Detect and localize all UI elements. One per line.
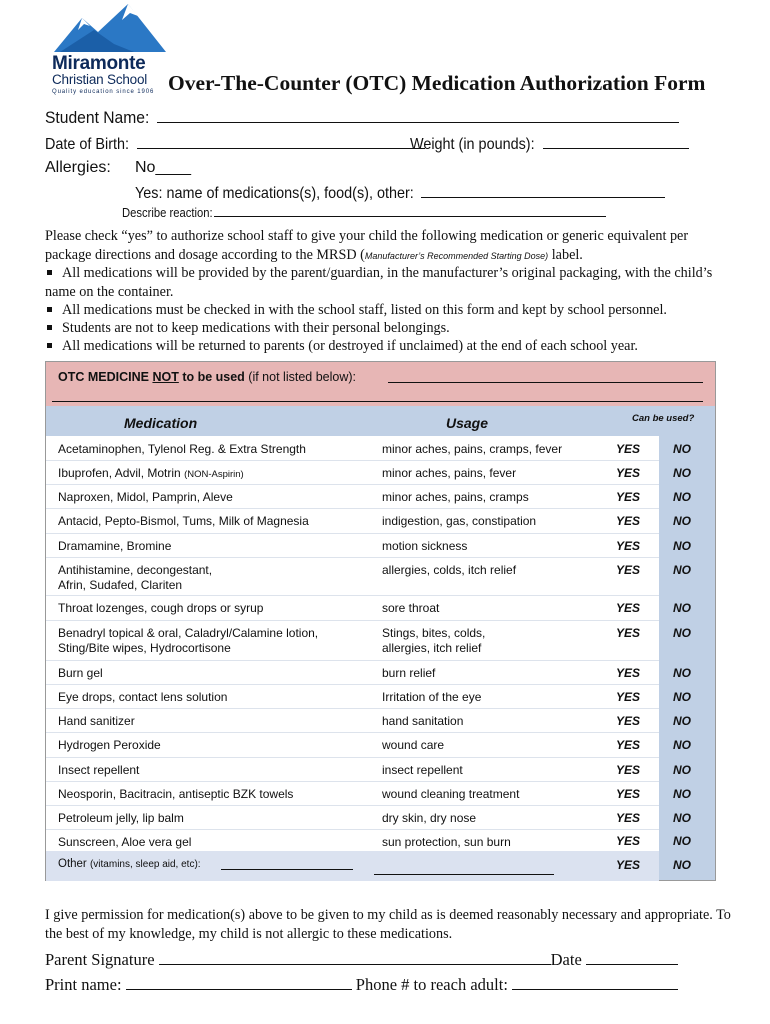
no-option[interactable]: NO bbox=[673, 811, 691, 825]
row-medication-line2: Sting/Bite wipes, Hydrocortisone bbox=[58, 641, 231, 655]
row-medication: Acetaminophen, Tylenol Reg. & Extra Strength bbox=[58, 442, 306, 456]
table-row bbox=[46, 595, 659, 621]
phone-label: Phone # to reach adult: bbox=[355, 975, 508, 994]
row-medication bbox=[58, 466, 368, 482]
table-row bbox=[46, 484, 659, 509]
bullet-item bbox=[45, 337, 735, 356]
intro-paragraph bbox=[45, 227, 735, 265]
weight-label: Weight (in pounds): bbox=[410, 136, 535, 153]
table-row bbox=[46, 708, 659, 733]
row-usage: allergies, colds, itch relief bbox=[382, 563, 517, 577]
otc-not-used-label bbox=[58, 370, 356, 384]
otc-blank-line-2[interactable] bbox=[52, 401, 703, 402]
allergies-yes-blank[interactable] bbox=[421, 183, 665, 198]
row-medication: Sunscreen, Aloe vera gel bbox=[58, 835, 192, 849]
table-row bbox=[46, 684, 659, 709]
student-name-label: Student Name: bbox=[45, 108, 150, 127]
bullet-item bbox=[45, 301, 735, 320]
yes-option[interactable]: YES bbox=[616, 626, 641, 640]
no-option[interactable]: NO bbox=[673, 834, 691, 848]
bullet-text: All medications must be checked in with the school staff, listed on this form and kept by school personnel. bbox=[62, 302, 667, 318]
bullet-icon bbox=[47, 325, 52, 330]
no-option[interactable]: NO bbox=[673, 466, 691, 480]
no-option[interactable]: NO bbox=[673, 539, 691, 553]
row-usage-line2: allergies, itch relief bbox=[382, 641, 482, 655]
allergies-yes-field[interactable] bbox=[135, 183, 665, 203]
table-row bbox=[46, 660, 659, 685]
table-row bbox=[46, 781, 659, 806]
row-medication: Hand sanitizer bbox=[58, 714, 135, 728]
reaction-label: Describe reaction: bbox=[122, 206, 213, 220]
otc-prefix: OTC MEDICINE bbox=[58, 370, 153, 384]
no-option[interactable]: NO bbox=[673, 626, 691, 640]
phone-blank[interactable] bbox=[512, 975, 678, 990]
row-medication: Burn gel bbox=[58, 666, 103, 680]
yes-option[interactable]: YES bbox=[616, 787, 641, 801]
bullet-icon bbox=[47, 343, 52, 348]
intro-end: label. bbox=[548, 246, 583, 263]
row-usage: minor aches, pains, cramps bbox=[382, 490, 529, 504]
row-medication: Dramamine, Bromine bbox=[58, 539, 172, 553]
other-label bbox=[58, 858, 201, 870]
logo-name: Miramonte bbox=[52, 53, 146, 74]
table-row bbox=[46, 829, 659, 852]
row-usage: minor aches, pains, fever bbox=[382, 466, 517, 480]
no-option[interactable]: NO bbox=[673, 690, 691, 704]
table-row bbox=[46, 508, 659, 534]
other-usage-blank[interactable] bbox=[374, 874, 554, 875]
row-medication: Insect repellent bbox=[58, 763, 140, 777]
no-option[interactable]: NO bbox=[673, 738, 691, 752]
otc-not-used-band[interactable] bbox=[46, 362, 715, 406]
row-medication: Neosporin, Bacitracin, antiseptic BZK towels bbox=[58, 787, 294, 801]
row-usage: insect repellent bbox=[382, 763, 463, 777]
bullet-text: Students are not to keep medications with their personal belongings. bbox=[62, 320, 450, 336]
table-row bbox=[46, 757, 659, 782]
bullet-icon bbox=[47, 270, 52, 275]
bullet-text: All medications will be provided by the parent/guardian, in the manufacturer’s original packaging, with the child’s name on the container. bbox=[45, 265, 713, 300]
reaction-field[interactable] bbox=[122, 205, 606, 220]
yes-option[interactable]: YES bbox=[616, 514, 641, 528]
row-usage: wound cleaning treatment bbox=[382, 787, 520, 801]
permission-statement: I give permission for medication(s) above to be given to my child as is deemed reasonably necessary and appropriate. To the best of my knowledge, my child is not allergic to these medications. bbox=[45, 907, 731, 942]
row-usage: motion sickness bbox=[382, 539, 468, 553]
row-usage: burn relief bbox=[382, 666, 436, 680]
other-text: Other bbox=[58, 858, 90, 870]
yes-option[interactable]: YES bbox=[616, 490, 641, 504]
allergies-no-option[interactable]: No____ bbox=[135, 159, 192, 176]
student-name-field[interactable] bbox=[45, 108, 679, 128]
row-usage-line1: Stings, bites, colds, bbox=[382, 626, 486, 640]
row-usage: sun protection, sun burn bbox=[382, 835, 511, 849]
other-row bbox=[46, 851, 659, 881]
header-medication: Medication bbox=[124, 415, 198, 431]
yes-option[interactable]: YES bbox=[616, 763, 641, 777]
no-option[interactable]: NO bbox=[673, 563, 691, 577]
yes-option[interactable]: YES bbox=[616, 442, 641, 456]
dob-blank[interactable] bbox=[137, 134, 425, 149]
table-row bbox=[46, 620, 659, 661]
table-row bbox=[46, 805, 659, 830]
no-option[interactable]: NO bbox=[673, 601, 691, 615]
logo-tagline: Quality education since 1906 bbox=[52, 89, 155, 95]
yes-option[interactable]: YES bbox=[616, 690, 641, 704]
row-medication-line1: Antihistamine, decongestant, bbox=[58, 563, 213, 577]
row-medication: Petroleum jelly, lip balm bbox=[58, 811, 184, 825]
mountain-logo-icon bbox=[54, 4, 170, 56]
print-name-blank[interactable] bbox=[126, 975, 352, 990]
yes-option[interactable]: YES bbox=[616, 714, 641, 728]
row-medication: Throat lozenges, cough drops or syrup bbox=[58, 601, 264, 615]
row-medication bbox=[58, 626, 368, 656]
no-option[interactable]: NO bbox=[673, 666, 691, 680]
row-medication: Antacid, Pepto-Bismol, Tums, Milk of Magnesia bbox=[58, 514, 309, 528]
weight-field[interactable] bbox=[410, 134, 689, 154]
no-option[interactable]: NO bbox=[673, 514, 691, 528]
no-option[interactable]: NO bbox=[673, 490, 691, 504]
other-note: (vitamins, sleep aid, etc): bbox=[89, 859, 201, 870]
header-can-be-used: Can be used? bbox=[632, 413, 695, 424]
table-row bbox=[46, 436, 659, 461]
mrsd-note: Manufacturer’s Recommended Starting Dose) bbox=[364, 250, 549, 261]
otc-not: NOT bbox=[152, 370, 179, 384]
intro-text: Please check “yes” to authorize school staff to give your child the following medication or generic equivalent per package directions and dosage according to the MRSD ( bbox=[45, 228, 689, 263]
row-medication: Hydrogen Peroxide bbox=[58, 738, 161, 752]
form-title: Over-The-Counter (OTC) Medication Authorization Form bbox=[168, 71, 706, 95]
bullet-icon bbox=[47, 307, 52, 312]
logo-school: Christian School bbox=[52, 72, 148, 87]
table-header bbox=[46, 406, 715, 436]
row-usage: hand sanitation bbox=[382, 714, 464, 728]
bullet-text: All medications will be returned to parents (or destroyed if unclaimed) at the end of each school year. bbox=[62, 338, 638, 354]
yes-option[interactable]: YES bbox=[616, 834, 641, 848]
yes-option[interactable]: YES bbox=[616, 601, 641, 615]
row-medication-note: (NON-Aspirin) bbox=[184, 469, 244, 480]
row-medication-text: Ibuprofen, Advil, Motrin bbox=[58, 466, 185, 480]
row-usage bbox=[382, 626, 612, 656]
allergies-yes-label: Yes: name of medications(s), food(s), other: bbox=[135, 185, 414, 202]
parent-signature-field[interactable] bbox=[45, 950, 678, 970]
table-row bbox=[46, 732, 659, 758]
dob-field[interactable] bbox=[45, 134, 425, 154]
parent-signature-label: Parent Signature bbox=[45, 950, 155, 969]
header-usage: Usage bbox=[446, 415, 489, 431]
no-option[interactable]: NO bbox=[673, 858, 691, 872]
print-name-field[interactable] bbox=[45, 975, 678, 995]
student-name-blank[interactable] bbox=[157, 108, 679, 123]
row-medication bbox=[58, 563, 368, 593]
row-medication-line2: Afrin, Sudafed, Clariten bbox=[58, 578, 183, 592]
no-option[interactable]: NO bbox=[673, 763, 691, 777]
table-row bbox=[46, 460, 659, 485]
school-logo bbox=[50, 4, 170, 100]
row-usage: minor aches, pains, cramps, fever bbox=[382, 442, 563, 456]
bullet-item bbox=[45, 319, 735, 338]
table-row bbox=[46, 557, 659, 596]
print-name-label: Print name: bbox=[45, 975, 122, 994]
row-usage: Irritation of the eye bbox=[382, 690, 482, 704]
other-medication-blank[interactable] bbox=[221, 869, 353, 870]
yes-option[interactable]: YES bbox=[616, 858, 641, 872]
bullet-item bbox=[45, 264, 735, 301]
yes-option[interactable]: YES bbox=[616, 811, 641, 825]
yes-option[interactable]: YES bbox=[616, 563, 641, 577]
yes-option[interactable]: YES bbox=[616, 738, 641, 752]
no-option[interactable]: NO bbox=[673, 787, 691, 801]
allergies-label: Allergies: bbox=[45, 159, 111, 176]
no-option[interactable]: NO bbox=[673, 442, 691, 456]
no-option[interactable]: NO bbox=[673, 714, 691, 728]
row-usage: dry skin, dry nose bbox=[382, 811, 477, 825]
row-usage: wound care bbox=[382, 738, 445, 752]
row-usage: indigestion, gas, constipation bbox=[382, 514, 537, 528]
dob-label: Date of Birth: bbox=[45, 136, 130, 153]
yes-option[interactable]: YES bbox=[616, 666, 641, 680]
parent-signature-blank[interactable] bbox=[159, 950, 551, 965]
weight-blank[interactable] bbox=[543, 134, 689, 149]
reaction-blank[interactable] bbox=[214, 205, 606, 217]
otc-blank-line-1[interactable] bbox=[388, 382, 703, 383]
yes-option[interactable]: YES bbox=[616, 539, 641, 553]
date-blank[interactable] bbox=[586, 950, 678, 965]
yes-option[interactable]: YES bbox=[616, 466, 641, 480]
table-row bbox=[46, 533, 659, 558]
otc-suffix: to be used bbox=[178, 370, 245, 384]
otc-paren: (if not listed below): bbox=[244, 370, 356, 384]
medication-table bbox=[45, 361, 716, 881]
row-medication: Naproxen, Midol, Pamprin, Aleve bbox=[58, 490, 233, 504]
date-label: Date bbox=[550, 950, 582, 969]
row-medication: Eye drops, contact lens solution bbox=[58, 690, 228, 704]
row-medication-line1: Benadryl topical & oral, Caladryl/Calamine lotion, bbox=[58, 626, 319, 640]
row-usage: sore throat bbox=[382, 601, 440, 615]
